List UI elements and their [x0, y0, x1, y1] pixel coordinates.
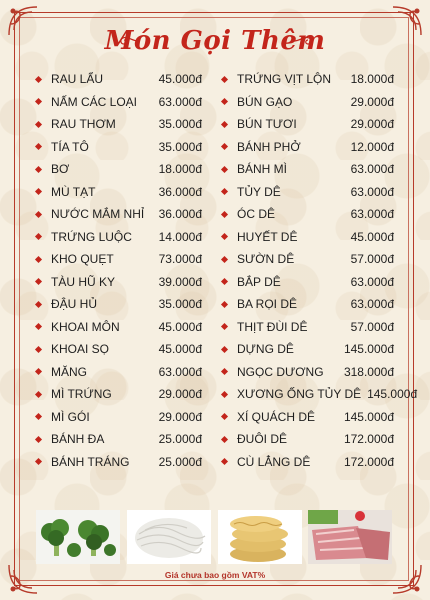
instant-noodles-photo — [218, 510, 302, 564]
menu-item — [34, 338, 202, 361]
menu-item-price: 45.000đ — [158, 319, 202, 334]
menu-item — [220, 113, 394, 136]
menu-item-name: RAU THƠM — [51, 117, 116, 132]
bullet-diamond-icon — [221, 166, 228, 173]
menu-item-price: 39.000đ — [158, 274, 202, 289]
menu-item — [34, 406, 202, 429]
menu-item-price: 63.000đ — [350, 274, 394, 289]
menu-item — [34, 451, 202, 474]
menu-item — [34, 383, 202, 406]
menu-item-name: BÁNH MÌ — [237, 162, 288, 177]
bullet-diamond-icon — [221, 278, 228, 285]
menu-item-price: 145.000đ — [367, 387, 418, 402]
bullet-diamond-icon — [221, 256, 228, 263]
menu-item-price: 45.000đ — [158, 342, 202, 357]
menu-item — [34, 181, 202, 204]
menu-item-name: KHOAI SỌ — [51, 342, 110, 357]
menu-item-price: 57.000đ — [350, 252, 394, 267]
bullet-diamond-icon — [221, 436, 228, 443]
menu-item — [220, 406, 394, 429]
menu-item-price: 145.000đ — [343, 409, 394, 424]
menu-item-price: 57.000đ — [350, 319, 394, 334]
menu-item-price: 25.000đ — [158, 454, 202, 469]
vat-note: Giá chưa bao gồm VAT% — [164, 570, 266, 580]
bullet-diamond-icon — [35, 436, 42, 443]
bullet-diamond-icon — [35, 323, 42, 330]
menu-item-price: 45.000đ — [350, 229, 394, 244]
menu-item-name: TÀU HŨ KY — [51, 274, 116, 289]
menu-item-name: THỊT ĐÙI DÊ — [237, 319, 308, 334]
bullet-diamond-icon — [221, 413, 228, 420]
menu-item-price: 25.000đ — [158, 432, 202, 447]
bullet-diamond-icon — [221, 188, 228, 195]
menu-item-name: BÁNH TRÁNG — [51, 454, 130, 469]
menu-item-price: 29.000đ — [158, 409, 202, 424]
menu-item — [220, 91, 394, 114]
bullet-diamond-icon — [35, 368, 42, 375]
menu-item-price: 63.000đ — [158, 94, 202, 109]
menu-item-price: 35.000đ — [158, 117, 202, 132]
menu-item-price: 35.000đ — [158, 139, 202, 154]
bullet-diamond-icon — [35, 256, 42, 263]
bullet-diamond-icon — [35, 413, 42, 420]
bullet-diamond-icon — [221, 458, 228, 465]
menu-item-name: ĐUÔI DÊ — [237, 432, 288, 447]
menu-item — [220, 136, 394, 159]
menu-item-name: BÁNH PHỞ — [237, 139, 301, 154]
food-photos — [36, 510, 392, 564]
menu-item-name: BA RỌI DÊ — [237, 297, 298, 312]
broccoli-photo — [36, 510, 120, 564]
menu-item — [220, 383, 418, 406]
menu-item-price: 145.000đ — [343, 342, 394, 357]
menu-item-name: MĂNG — [51, 364, 87, 379]
menu-item — [220, 316, 394, 339]
menu-item — [34, 428, 202, 451]
menu-item-price: 12.000đ — [350, 139, 394, 154]
menu-item-name: NƯỚC MẮM NHỈ — [51, 207, 145, 222]
menu-item-price: 172.000đ — [343, 432, 394, 447]
bullet-diamond-icon — [35, 211, 42, 218]
menu-item — [34, 293, 202, 316]
bullet-diamond-icon — [35, 391, 42, 398]
menu-item-name: MÙ TẠT — [51, 184, 96, 199]
bullet-diamond-icon — [35, 301, 42, 308]
menu-item-price: 36.000đ — [158, 184, 202, 199]
menu-item-price: 318.000đ — [343, 364, 394, 379]
bullet-diamond-icon — [35, 278, 42, 285]
menu-item — [220, 338, 394, 361]
menu-item-name: BẮP DÊ — [237, 274, 281, 289]
menu-item-name: TÍA TÔ — [51, 139, 89, 154]
bullet-diamond-icon — [221, 233, 228, 240]
menu-item — [34, 316, 202, 339]
menu-item-price: 63.000đ — [350, 162, 394, 177]
menu-item — [34, 203, 202, 226]
bullet-diamond-icon — [221, 391, 228, 398]
menu-item — [220, 293, 394, 316]
menu-item-name: ĐẬU HỦ — [51, 297, 98, 312]
bullet-diamond-icon — [35, 458, 42, 465]
bullet-diamond-icon — [221, 76, 228, 83]
bullet-diamond-icon — [35, 98, 42, 105]
menu-item — [34, 226, 202, 249]
flourish-icon — [292, 30, 314, 52]
menu-item — [220, 68, 394, 91]
menu-item — [34, 271, 202, 294]
menu-item-price: 45.000đ — [158, 72, 202, 87]
menu-item-price: 36.000đ — [158, 207, 202, 222]
menu-item — [220, 203, 394, 226]
bullet-diamond-icon — [221, 346, 228, 353]
menu-item — [34, 113, 202, 136]
menu-column-left — [34, 68, 202, 473]
bullet-diamond-icon — [221, 323, 228, 330]
menu-item — [220, 158, 394, 181]
bullet-diamond-icon — [35, 166, 42, 173]
bullet-diamond-icon — [221, 143, 228, 150]
menu-item-name: TRỨNG LUỘC — [51, 229, 132, 244]
rice-noodles-photo — [127, 510, 211, 564]
menu-item — [220, 451, 394, 474]
menu-item-price: 63.000đ — [350, 184, 394, 199]
menu-item-name: TRỨNG VỊT LỘN — [237, 72, 332, 87]
menu-item-name: DỰNG DÊ — [237, 342, 294, 357]
menu-item-price: 63.000đ — [158, 364, 202, 379]
menu-item-price: 63.000đ — [350, 207, 394, 222]
menu-item — [34, 248, 202, 271]
menu-item-price: 63.000đ — [350, 297, 394, 312]
goat-meat-photo — [308, 510, 392, 564]
bullet-diamond-icon — [221, 98, 228, 105]
menu-item-price: 14.000đ — [158, 229, 202, 244]
menu-item-name: NGỌC DƯƠNG — [237, 364, 324, 379]
bullet-diamond-icon — [35, 121, 42, 128]
menu-item-name: TỦY DÊ — [237, 184, 281, 199]
menu-item — [220, 248, 394, 271]
menu-item-name: BÚN TƯƠI — [237, 117, 297, 132]
menu-item — [220, 271, 394, 294]
menu-item-name: MÌ GÓI — [51, 409, 90, 424]
menu-item-name: ÓC DÊ — [237, 207, 276, 222]
menu-item-name: BƠ — [51, 162, 70, 177]
menu-item-price: 73.000đ — [158, 252, 202, 267]
menu-item — [34, 68, 202, 91]
menu-item — [220, 428, 394, 451]
menu-item — [34, 91, 202, 114]
menu-title: Món Gọi Thêm — [104, 26, 326, 56]
menu-item-price: 29.000đ — [158, 387, 202, 402]
menu-item-price: 18.000đ — [350, 72, 394, 87]
bullet-diamond-icon — [35, 188, 42, 195]
menu-item-name: KHOAI MÔN — [51, 319, 120, 334]
menu-item — [220, 181, 394, 204]
menu-item-name: SƯỜN DÊ — [237, 252, 295, 267]
menu-item-price: 172.000đ — [343, 454, 394, 469]
bullet-diamond-icon — [221, 368, 228, 375]
menu-item-name: XƯƠNG ỐNG TỦY DÊ — [237, 387, 362, 402]
menu-item — [220, 226, 394, 249]
menu-item-name: RAU LẨU — [51, 72, 104, 87]
menu-item-name: BÚN GẠO — [237, 94, 293, 109]
menu-item-name: CÙ LẲNG DÊ — [237, 454, 311, 469]
menu-item-price: 35.000đ — [158, 297, 202, 312]
bullet-diamond-icon — [35, 233, 42, 240]
menu-item-price: 18.000đ — [158, 162, 202, 177]
bullet-diamond-icon — [221, 121, 228, 128]
bullet-diamond-icon — [221, 211, 228, 218]
menu-item — [34, 136, 202, 159]
bullet-diamond-icon — [35, 76, 42, 83]
menu-item-name: XÍ QUÁCH DÊ — [237, 409, 316, 424]
menu-item — [220, 361, 394, 384]
bullet-diamond-icon — [35, 143, 42, 150]
menu-item-name: HUYẾT DÊ — [237, 229, 298, 244]
bullet-diamond-icon — [35, 346, 42, 353]
menu-item — [34, 361, 202, 384]
menu-item-price: 29.000đ — [350, 94, 394, 109]
menu-item — [34, 158, 202, 181]
bullet-diamond-icon — [221, 301, 228, 308]
menu-item-name: BÁNH ĐA — [51, 432, 105, 447]
menu-item-name: MÌ TRỨNG — [51, 387, 112, 402]
menu-column-right — [220, 68, 418, 473]
menu-item-name: NẤM CÁC LOẠI — [51, 94, 138, 109]
menu-item-price: 29.000đ — [350, 117, 394, 132]
menu-item-name: KHO QUẸT — [51, 252, 114, 267]
